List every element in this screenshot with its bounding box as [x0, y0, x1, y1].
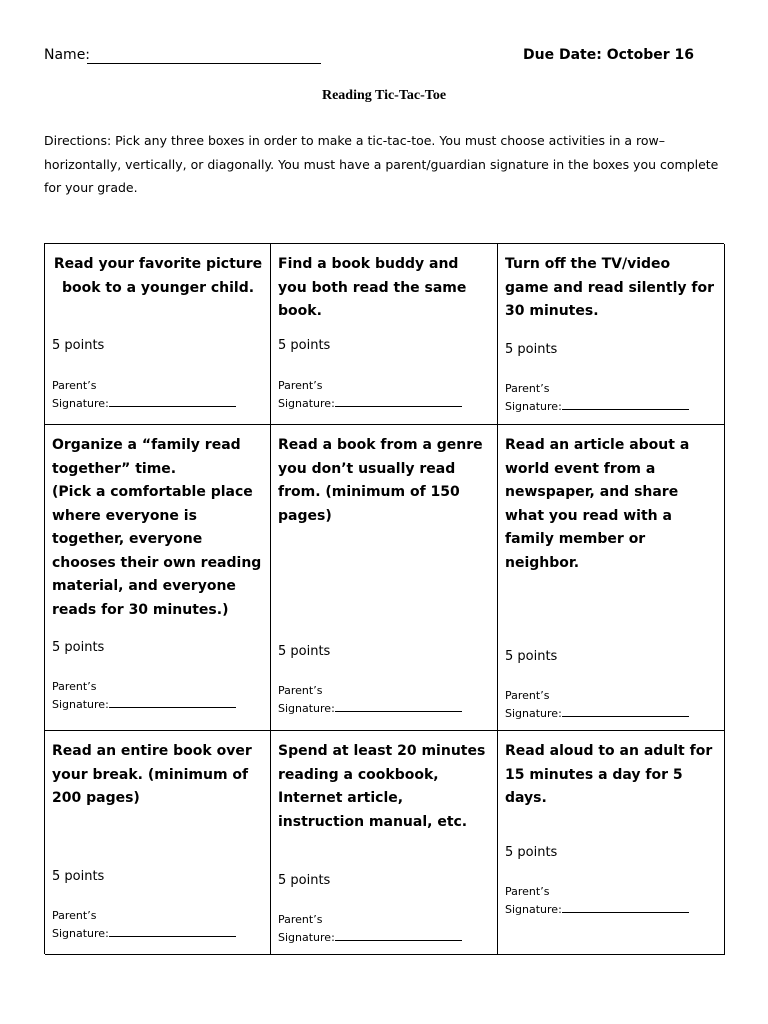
signature-line[interactable] [109, 396, 236, 407]
parent-label: Parent’s [278, 379, 323, 392]
signature-line[interactable] [335, 930, 462, 941]
activity-text: Find a book buddy and you both read the same book. [278, 256, 467, 319]
directions-text: Directions: Pick any three boxes in order to make a tic-tac-toe. You must choose activities in a row– horizontally, vertically, or diagonally. You must have a parent/guardian signature in the boxes you complete for your grade. [44, 133, 719, 195]
signature-line[interactable] [109, 697, 236, 708]
activity-text: Organize a “family read together” time. (Pick a comfortable place where everyone is together, everyone chooses their own reading material, and everyone reads for 30 minutes.) [52, 437, 262, 618]
signature-block [278, 911, 462, 947]
activity-cell[interactable] [271, 244, 498, 425]
parent-label: Parent’s [52, 909, 97, 922]
signature-line[interactable] [335, 396, 462, 407]
signature-label: Signature: [52, 397, 109, 410]
activity-cell[interactable] [45, 731, 271, 955]
points-label: 5 points [505, 649, 558, 664]
parent-label: Parent’s [52, 680, 97, 693]
activity-cell[interactable] [498, 731, 725, 955]
points-label: 5 points [52, 869, 105, 884]
signature-label: Signature: [505, 400, 562, 413]
signature-line[interactable] [562, 902, 689, 913]
parent-label: Parent’s [278, 913, 323, 926]
due-date: Due Date: October 16 [523, 47, 694, 63]
signature-label: Signature: [278, 702, 335, 715]
page-title: Reading Tic-Tac-Toe [321, 88, 447, 103]
parent-label: Parent’s [52, 379, 97, 392]
parent-label: Parent’s [278, 684, 323, 697]
activity-cell[interactable] [45, 425, 271, 731]
activity-text: Read an entire book over your break. (minimum of 200 pages) [52, 743, 252, 806]
activity-text: Read your favorite picture book to a younger child. [53, 256, 263, 296]
signature-label: Signature: [278, 931, 335, 944]
name-label: Name: [44, 47, 91, 63]
signature-block [505, 883, 689, 919]
signature-block [52, 377, 236, 413]
activity-text: Read a book from a genre you don’t usually read from. (minimum of 150 pages) [278, 437, 483, 524]
signature-block [278, 377, 462, 413]
activity-cell[interactable] [498, 425, 725, 731]
points-label: 5 points [52, 640, 105, 655]
signature-line[interactable] [109, 926, 236, 937]
signature-block [52, 907, 236, 943]
parent-label: Parent’s [505, 689, 550, 702]
activity-text: Read aloud to an adult for 15 minutes a day for 5 days. [505, 743, 713, 806]
header-row [44, 47, 724, 69]
points-label: 5 points [278, 644, 331, 659]
signature-label: Signature: [278, 397, 335, 410]
name-input-line[interactable] [87, 63, 321, 64]
signature-block [505, 687, 689, 723]
signature-block [278, 682, 462, 718]
points-label: 5 points [278, 338, 331, 353]
points-label: 5 points [505, 342, 558, 357]
parent-label: Parent’s [505, 885, 550, 898]
activity-cell[interactable] [45, 244, 271, 425]
activity-text: Read an article about a world event from a newspaper, and share what you read with a family member or neighbor. [505, 437, 690, 571]
signature-label: Signature: [505, 707, 562, 720]
signature-line[interactable] [562, 399, 689, 410]
signature-line[interactable] [562, 706, 689, 717]
tic-tac-toe-grid [44, 243, 724, 954]
points-label: 5 points [52, 338, 105, 353]
signature-label: Signature: [505, 903, 562, 916]
signature-line[interactable] [335, 701, 462, 712]
activity-cell[interactable] [498, 244, 725, 425]
activity-text: Spend at least 20 minutes reading a cookbook, Internet article, instruction manual, etc. [278, 743, 486, 830]
points-label: 5 points [505, 845, 558, 860]
points-label: 5 points [278, 873, 331, 888]
activity-text: Turn off the TV/video game and read silently for 30 minutes. [505, 256, 714, 319]
signature-label: Signature: [52, 927, 109, 940]
activity-cell[interactable] [271, 425, 498, 731]
signature-block [505, 380, 689, 416]
activity-cell[interactable] [271, 731, 498, 955]
signature-block [52, 678, 236, 714]
parent-label: Parent’s [505, 382, 550, 395]
signature-label: Signature: [52, 698, 109, 711]
